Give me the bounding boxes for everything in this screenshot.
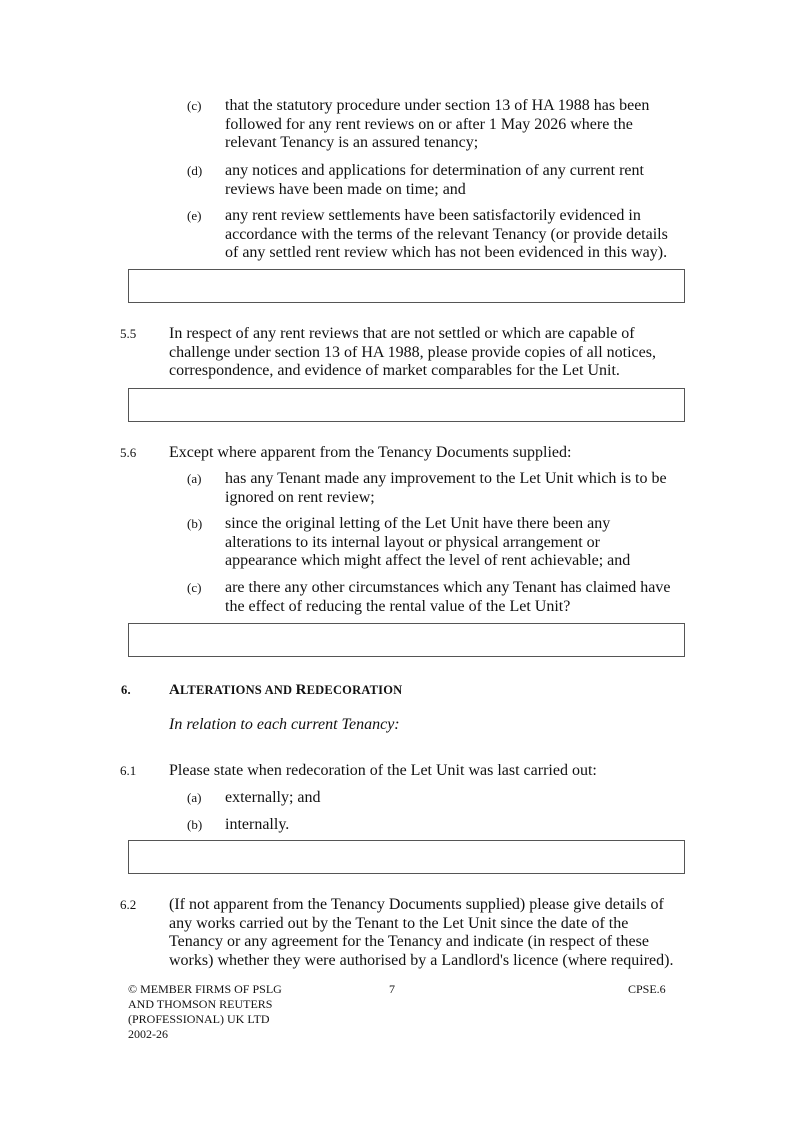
- text-line: the effect of reducing the rental value of the Let Unit?: [225, 597, 571, 615]
- text-line: alterations to its internal layout or physical arrangement or: [225, 533, 600, 551]
- q56-text: Except where apparent from the Tenancy Documents supplied:: [169, 444, 572, 461]
- section-6-number: 6.: [121, 683, 131, 697]
- text-line: followed for any rent reviews on or after 1 May 2026 where the: [225, 115, 633, 133]
- item-e-label: (e): [187, 208, 202, 223]
- text-line: correspondence, and evidence of market comparables for the Let Unit.: [169, 362, 620, 379]
- q61-b-text: internally.: [225, 816, 290, 833]
- q61-b-label: (b): [187, 817, 203, 832]
- q56-c-text: [225, 579, 695, 616]
- item-d-label: (d): [187, 163, 203, 178]
- heading-rest: LTERATIONS AND: [180, 683, 296, 697]
- answer-box-5-6[interactable]: [128, 623, 685, 657]
- q61-a-label: (a): [187, 790, 202, 805]
- text-line: accordance with the terms of the relevant Tenancy (or provide details: [225, 225, 668, 243]
- text-line: that the statutory procedure under section 13 of HA 1988 has been: [225, 97, 650, 114]
- answer-box-5-4[interactable]: [128, 269, 685, 303]
- text-line: Tenancy or any agreement for the Tenancy and indicate (in respect of these: [169, 933, 649, 950]
- q55-number: 5.5: [120, 326, 137, 341]
- q56-b-text: [225, 515, 695, 571]
- footer-line: 2002-26: [128, 1027, 168, 1041]
- q56-a-text: [225, 470, 695, 507]
- footer-copyright: [128, 982, 282, 1042]
- text-line: appearance which might affect the level of rent achievable; and: [225, 552, 631, 569]
- q55-text: [169, 325, 699, 381]
- text-line: (If not apparent from the Tenancy Documents supplied) please give details of: [169, 896, 664, 913]
- section-6-heading: [169, 682, 402, 699]
- item-d-text: [225, 162, 695, 199]
- q62-text: [169, 896, 709, 970]
- footer-line: (PROFESSIONAL) UK LTD: [128, 1012, 270, 1026]
- text-line: any rent review settlements have been satisfactorily evidenced in: [225, 207, 641, 224]
- q61-a-text: externally; and: [225, 789, 321, 806]
- text-line: works) whether they were authorised by a Landlord's licence (where required).: [169, 951, 674, 969]
- text-line: relevant Tenancy is an assured tenancy;: [225, 134, 479, 151]
- answer-box-5-5[interactable]: [128, 388, 685, 422]
- answer-box-6-1[interactable]: [128, 840, 685, 874]
- q56-number: 5.6: [120, 445, 137, 460]
- text-line: ignored on rent review;: [225, 488, 375, 506]
- text-line: any works carried out by the Tenant to the Let Unit since the date of the: [169, 914, 629, 932]
- footer-line: AND THOMSON REUTERS: [128, 997, 273, 1011]
- q56-a-label: (a): [187, 471, 202, 486]
- item-e-text: [225, 207, 695, 263]
- item-c-label: (c): [187, 98, 202, 113]
- heading-cap: R: [295, 682, 307, 698]
- heading-rest: EDECORATION: [306, 683, 403, 697]
- text-line: are there any other circumstances which any Tenant has claimed have: [225, 579, 671, 596]
- text-line: has any Tenant made any improvement to the Let Unit which is to be: [225, 470, 667, 487]
- footer-line: © MEMBER FIRMS OF PSLG: [128, 982, 282, 996]
- q61-number: 6.1: [120, 763, 137, 778]
- text-line: challenge under section 13 of HA 1988, please provide copies of all notices,: [169, 343, 656, 361]
- document-code: CPSE.6: [628, 982, 666, 996]
- text-line: reviews have been made on time; and: [225, 180, 466, 198]
- text-line: In respect of any rent reviews that are not settled or which are capable of: [169, 325, 635, 342]
- q56-c-label: (c): [187, 580, 202, 595]
- page-number: 7: [389, 982, 395, 996]
- text-line: any notices and applications for determination of any current rent: [225, 162, 644, 179]
- q61-text: Please state when redecoration of the Let Unit was last carried out:: [169, 762, 597, 779]
- q62-number: 6.2: [120, 897, 137, 912]
- text-line: of any settled rent review which has not been evidenced in this way).: [225, 244, 668, 261]
- text-line: since the original letting of the Let Unit have there been any: [225, 515, 611, 532]
- heading-cap: A: [169, 682, 181, 698]
- section-6-intro: In relation to each current Tenancy:: [169, 716, 400, 733]
- item-c-text: [225, 97, 695, 153]
- q56-b-label: (b): [187, 516, 203, 531]
